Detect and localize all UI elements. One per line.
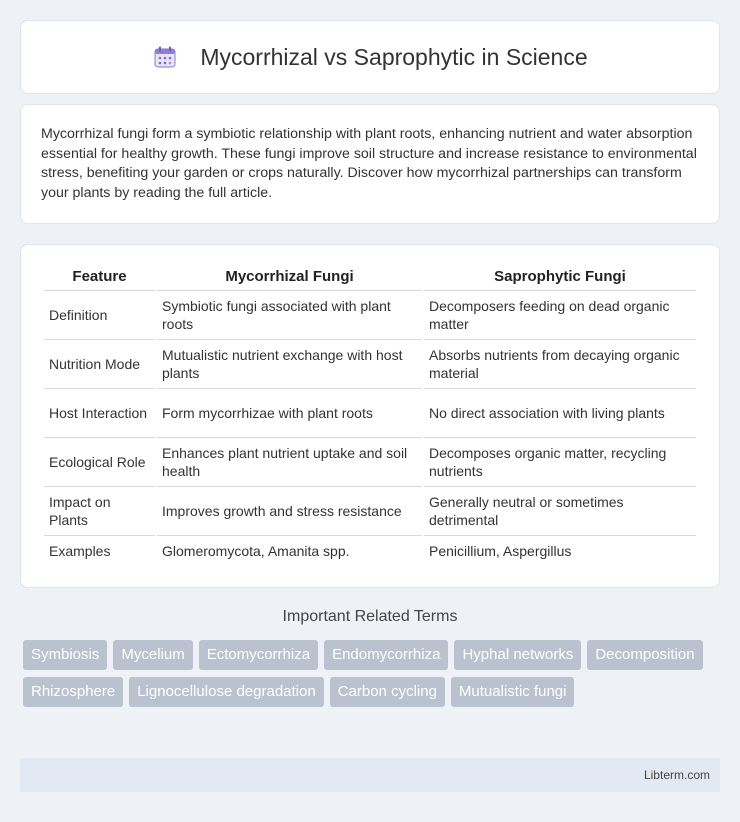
table-cell: Host Interaction [44, 389, 155, 438]
table-cell: Examples [49, 543, 111, 559]
table-row [44, 438, 696, 487]
footer [20, 758, 720, 792]
table-row [44, 487, 696, 536]
table-cell: Form mycorrhizae with plant roots [157, 389, 422, 438]
table-row [44, 291, 696, 340]
table-header-row [44, 263, 696, 291]
table-cell: Ecological Role [44, 438, 155, 487]
table-cell: Enhances plant nutrient uptake and soil health [157, 438, 422, 487]
table-cell: Decomposes organic matter, recycling nutrients [424, 438, 696, 487]
tag-hyphal-networks[interactable]: Hyphal networks [454, 640, 581, 670]
table-cell: Mutualistic nutrient exchange with host plants [157, 340, 422, 389]
tag-rhizosphere[interactable]: Rhizosphere [23, 677, 123, 707]
footer-site-link[interactable]: Libterm.com [643, 768, 710, 782]
page-title: Mycorrhizal vs Saprophytic in Science [200, 43, 588, 70]
related-terms-title: Important Related Terms [282, 608, 458, 625]
table-cell: Generally neutral or sometimes detrimental [424, 487, 696, 536]
tag-endomycorrhiza[interactable]: Endomycorrhiza [324, 640, 448, 670]
tag-symbiosis[interactable]: Symbiosis [23, 640, 107, 670]
tag-mutualistic-fungi[interactable]: Mutualistic fungi [451, 677, 575, 707]
intro-card [20, 104, 720, 224]
column-header-saprophytic: Saprophytic Fungi [424, 263, 696, 291]
column-header-feature: Feature [44, 263, 155, 291]
table-cell: Penicillium, Aspergillus [429, 543, 572, 559]
tag-ectomycorrhiza[interactable]: Ectomycorrhiza [199, 640, 318, 670]
column-header-mycorrhizal: Mycorrhizal Fungi [157, 263, 422, 291]
table-cell: Definition [44, 291, 155, 340]
table-cell: Glomeromycota, Amanita spp. [162, 543, 350, 559]
tag-decomposition[interactable]: Decomposition [587, 640, 702, 670]
table-row [44, 536, 696, 566]
table-row [44, 340, 696, 389]
comparison-table-card [20, 244, 720, 588]
tag-lignocellulose-degradation[interactable]: Lignocellulose degradation [129, 677, 323, 707]
tag-carbon-cycling[interactable]: Carbon cycling [330, 677, 445, 707]
comparison-table [42, 263, 698, 566]
table-cell: Nutrition Mode [44, 340, 155, 389]
related-terms-tags [23, 640, 723, 707]
tag-mycelium[interactable]: Mycelium [113, 640, 192, 670]
title-card [20, 20, 720, 94]
table-cell: No direct association with living plants [424, 389, 696, 438]
table-cell: Absorbs nutrients from decaying organic material [424, 340, 696, 389]
intro-text: Mycorrhizal fungi form a symbiotic relationship with plant roots, enhancing nutrient and water absorption essential for healthy growth. These fungi improve soil structure and increase resistance to environmental stress, benefiting your garden or crops naturally. Discover how mycorrhizal partnerships can transform your plants by reading the full article. [41, 126, 697, 201]
calendar-icon [152, 44, 178, 70]
table-row [44, 389, 696, 438]
table-cell: Improves growth and stress resistance [157, 487, 422, 536]
table-cell: Impact on Plants [44, 487, 155, 536]
table-cell: Symbiotic fungi associated with plant roots [157, 291, 422, 340]
table-cell: Decomposers feeding on dead organic matter [424, 291, 696, 340]
